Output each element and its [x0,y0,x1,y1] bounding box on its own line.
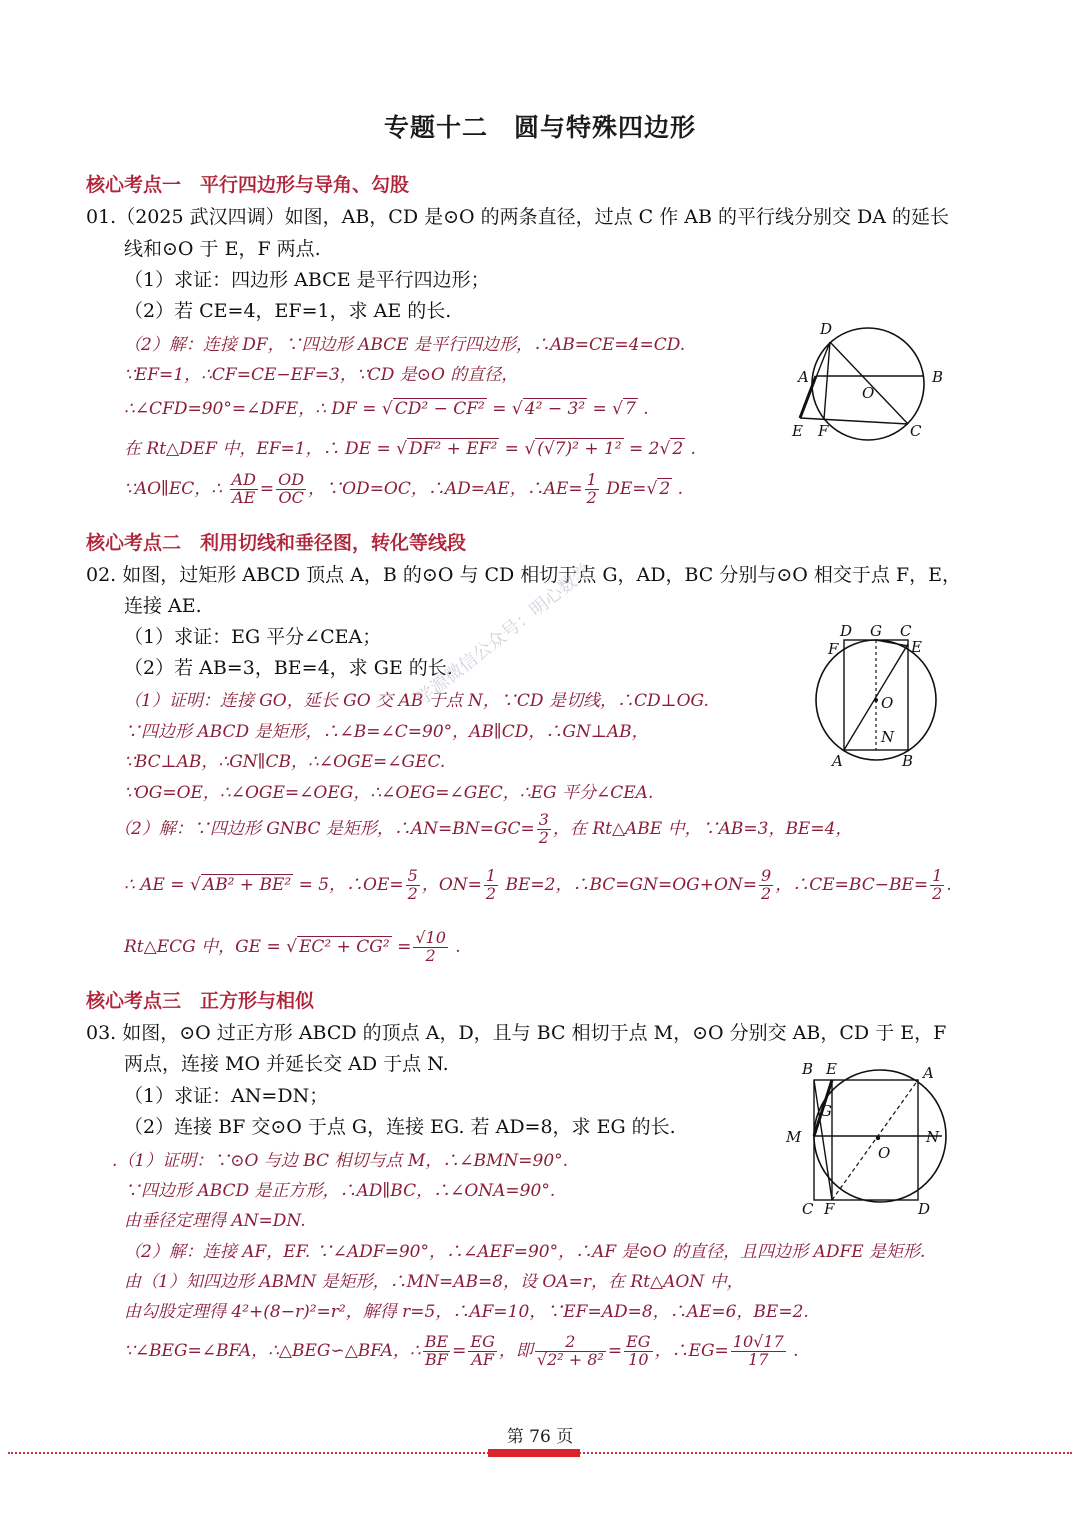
s3-line-4: （2）解：连接 AF，EF. ∵∠ADF=90°，∴∠AEF=90°，∴AF 是⊙O 的直径，且四边形 ADFE 是矩形. [124,1242,926,1262]
s1-line-4: 在 Rt△DEF 中，EF=1，∴ DE = √ DF² + EF² = √ (√7)² + 1² = 2√ 2 . [124,439,696,459]
page-title: 专题十二 圆与特殊四边形 [383,113,696,142]
s1-line-2: ∵EF=1，∴CF=CE−EF=3，∵CD 是⊙O 的直径， [124,365,519,385]
q3-line-2: 两点，连接 MO 并延长交 AD 于点 N. [124,1053,449,1075]
fig2-label-c: C [900,622,912,640]
fig1-label-o: O [862,384,875,402]
fig1-label-e: E [792,422,803,440]
fig2-label-o: O [881,694,894,712]
q3-line-3: （1）求证：AN=DN； [124,1085,329,1107]
q2-line-1: 02. 如图，过矩形 ABCD 顶点 A，B 的⊙O 与 CD 相切于点 G，AD，BC 分别与⊙O 相交于点 F，E， [86,564,961,586]
fig3-label-m: M [786,1128,802,1146]
q2-line-2: 连接 AE. [124,595,202,617]
page-number: 第 76 页 [506,1427,574,1447]
s2-line-7: Rt△ECG 中，GE = √ EC² + CG² = $\frac{√10}{2}$ . [124,928,461,965]
q3-line-1: 03. 如图，⊙O 过正方形 ABCD 的顶点 A，D，且与 BC 相切于点 M，⊙O 分别交 AB，CD 于 E，F [86,1022,947,1044]
fig2-label-e: E [911,638,922,656]
s2-line-3: ∵BC⊥AB，∴GN∥CB，∴∠OGE=∠GEC. [124,752,446,772]
q2-line-4: （2）若 AB=3，BE=4，求 GE 的长. [124,657,453,679]
s2-line-5: （2）解：∵四边形 GNBC 是矩形，∴AN=BN=GC= $\frac{3}{2}$ ，在 Rt△ABE 中，∵AB=3，BE=4， [114,810,853,847]
fig2-label-a: A [832,752,843,770]
fig1-label-c: C [910,422,922,440]
s3-line-3: 由垂径定理得 AN=DN. [124,1211,306,1231]
s3-line-6: 由勾股定理得 4²+(8−r)²=r²，解得 r=5，∴AF=10，∵EF=AD=8，∴AE=6，BE=2. [124,1302,809,1322]
s1-line-5: ∵AO∥EC，∴ $\frac{AD}{AE}$ = $\frac{OD}{OC}$ ，∵OD=OC，∴AD=AE，∴AE= $\frac{1}{2}$ DE=√ 2 . [124,470,684,507]
fig1-label-d: D [820,320,833,338]
fig1-label-b: B [932,368,944,386]
s3-line-5: 由（1）知四边形 ABMN 是矩形，∴MN=AB=8，设 OA=r，在 Rt△AON 中， [124,1272,744,1292]
s1-line-3: ∴∠CFD=90°=∠DFE，∴ DF = √ CD² − CF² = √ 4² − 3² = √ 7 . [124,399,649,419]
figure-1-circle-parallelogram [780,312,950,442]
fig3-label-b: B [802,1060,814,1078]
fig2-label-d: D [840,622,853,640]
fig2-label-b: B [902,752,914,770]
fig2-label-f: F [828,640,839,658]
fig3-label-f: F [824,1200,835,1218]
fig1-label-a: A [798,368,809,386]
s2-line-6: ∴ AE = √ AB² + BE² = 5，∴OE= $\frac{5}{2}$ ，ON= $\frac{1}{2}$ BE=2，∴BC=GN=OG+ON= $\frac{9}{2}$ ，∴CE=BC−BE= $\frac{1}{2}$ . [124,866,952,903]
q1-line-2: 线和⊙O 于 E，F 两点. [124,238,321,260]
figure-3-square-circle [780,1060,955,1220]
fig2-label-g: G [870,622,882,640]
section-heading-1: 核心考点一 平行四边形与导角、勾股 [86,174,410,196]
q2-line-3: （1）求证：EG 平分∠CEA； [124,626,382,648]
s3-line-1: .（1）证明：∵⊙O 与边 BC 相切与点 M，∴∠BMN=90°. [112,1151,569,1171]
fig1-label-f: F [818,422,829,440]
section-heading-3: 核心考点三 正方形与相似 [86,990,315,1012]
figure-2-rectangle-circle [808,620,948,770]
fig3-label-d: D [918,1200,931,1218]
s1-line-1: （2）解：连接 DF，∵四边形 ABCE 是平行四边形，∴AB=CE=4=CD. [124,335,686,355]
s2-line-2: ∵四边形 ABCD 是矩形，∴∠B=∠C=90°，AB∥CD，∴GN⊥AB， [124,722,649,742]
fig3-label-e: E [826,1060,837,1078]
s3-line-7: ∵∠BEG=∠BFA，∴△BEG∽△BFA，∴ $\frac{BE}{BF}$ = $\frac{EG}{AF}$ ，即 $\frac{2}{\text{√2² + 8²}}$ = $\frac{EG}{10}$ ，∴EG= $\frac{10√17}{17}$ . [124,1332,799,1369]
q1-line-1: 01.（2025 武汉四调）如图，AB，CD 是⊙O 的两条直径，过点 C 作 AB 的平行线分别交 DA 的延长 [86,206,950,228]
footer-red-bar [488,1449,580,1457]
s3-line-2: ∵四边形 ABCD 是正方形，∴AD∥BC，∴∠ONA=90°. [124,1181,556,1201]
q3-line-4: （2）连接 BF 交⊙O 于点 G，连接 EG. 若 AD=8，求 EG 的长. [124,1116,676,1138]
section-heading-2: 核心考点二 利用切线和垂径图，转化等线段 [86,532,467,554]
q1-line-3: （1）求证：四边形 ABCE 是平行四边形； [124,269,490,291]
fig2-label-n: N [881,728,895,746]
fig3-label-o: O [878,1144,891,1162]
fig3-label-a: A [923,1064,934,1082]
fig3-label-c: C [802,1200,814,1218]
watermark: 学源微信公众号：明心数学 [412,560,596,710]
s2-line-4: ∵OG=OE，∴∠OGE=∠OEG，∴∠OEG=∠GEC，∴EG 平分∠CEA. [124,783,654,803]
fig3-label-n: N [926,1128,940,1146]
fig3-label-g: G [820,1102,832,1120]
s2-line-1: （1）证明：连接 GO，延长 GO 交 AB 于点 N，∵CD 是切线，∴CD⊥OG. [124,691,709,711]
q1-line-4: （2）若 CE=4，EF=1，求 AE 的长. [124,300,452,322]
